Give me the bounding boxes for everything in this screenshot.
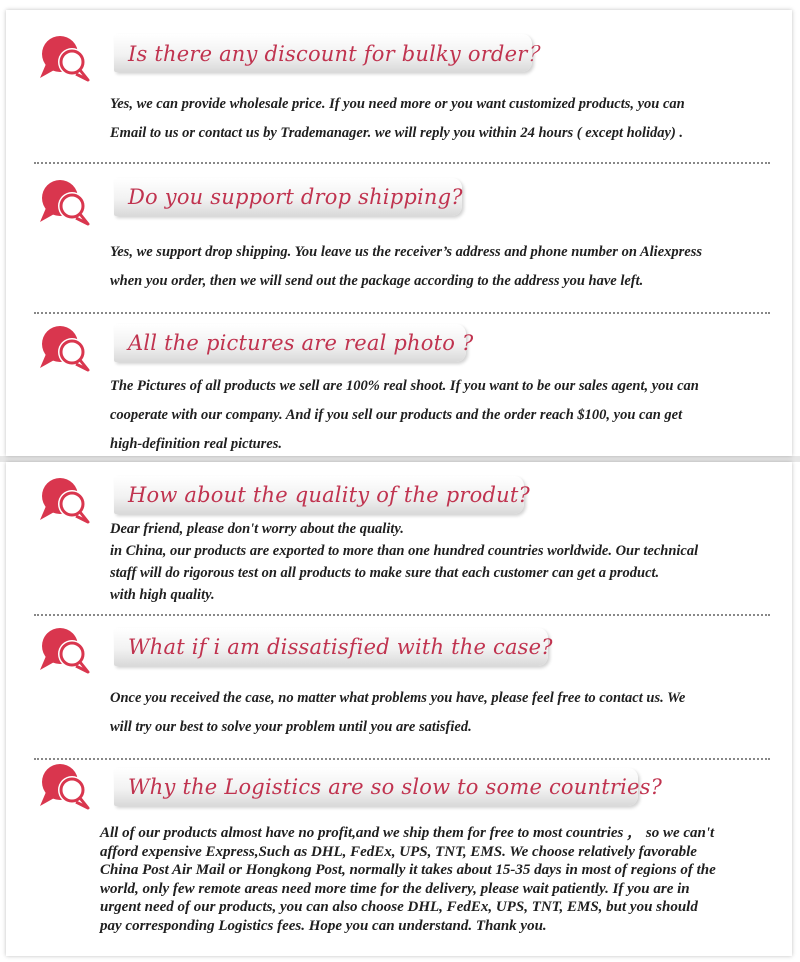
speech-bubbles-icon [36,626,94,678]
answer-text [110,238,702,296]
answer-line: when you order, then we will send out the package according to the address you have left. [110,273,644,289]
dotted-divider [34,162,770,164]
speech-bubbles-icon [36,34,94,86]
answer-line: world, only few remote areas need more time for the delivery, please wait patiently. If you are in [100,880,690,897]
dotted-divider [34,758,770,760]
answer-line: afford expensive Express,Such as DHL, FedEx, UPS, TNT, EMS. We choose relatively favorable [100,843,697,860]
faq-panel-bottom [6,462,792,956]
answer-line: Email to us or contact us by Trademanager. we will reply you within 24 hours ( except holiday) . [110,125,684,141]
answer-text [110,684,685,742]
answer-text [100,824,716,935]
answer-line: will try our best to solve your problem until you are satisfied. [110,719,472,735]
question-title: All the pictures are real photo ? [128,331,474,355]
answer-line: Once you received the case, no matter what problems you have, please feel free to contact us. We [110,690,686,706]
answer-line: Dear friend, please don't worry about the quality. [110,521,404,537]
question-title: How about the quality of the produt? [128,483,530,507]
question-title-bar [114,476,530,514]
answer-line: All of our products almost have no profit,and we ship them for free to most countries ， so we can't [100,825,715,841]
answer-line: China Post Air Mail or Hongkong Post, normally it takes about 15-35 days in most of regions of the [100,862,716,878]
dotted-divider [34,614,770,616]
answer-text [110,90,685,148]
question-title-bar [114,324,474,362]
question-title-bar [114,34,549,72]
answer-line: Yes, we can provide wholesale price. If you need more or you want customized products, you can [110,96,685,112]
speech-bubbles-icon [36,762,94,814]
answer-text [110,518,698,606]
dotted-divider [34,312,770,314]
answer-line: Yes, we support drop shipping. You leave us the receiver’s address and phone number on Aliexpress [110,244,702,260]
question-title: Do you support drop shipping? [128,185,463,209]
speech-bubbles-icon [36,476,94,528]
question-title: Is there any discount for bulky order？ [128,42,549,66]
question-title: What if i am dissatisfied with the case? [128,635,553,659]
answer-line: with high quality. [110,587,215,603]
answer-line: staff will do rigorous test on all products to make sure that each customer can get a product. [110,565,660,581]
question-title-bar [114,628,553,666]
answer-line: urgent need of our products, you can also choose DHL, FedEx, UPS, TNT, EMS, but you should [100,899,698,915]
speech-bubbles-icon [36,324,94,376]
answer-line: The Pictures of all products we sell are 100% real shoot. If you want to be our sales agent, you can [110,378,699,394]
question-title-bar [114,178,462,216]
speech-bubbles-icon [36,178,94,230]
answer-line: pay corresponding Logistics fees. Hope you can understand. Thank you. [100,917,547,934]
faq-panel-top [6,10,792,456]
answer-line: in China, our products are exported to more than one hundred countries worldwide. Our technical [110,543,699,559]
answer-text [110,372,699,459]
answer-line: cooperate with our company. And if you sell our products and the order reach $100, you can get [110,407,683,423]
answer-line: high-definition real pictures. [110,436,283,452]
question-title-bar [114,768,663,806]
question-title: Why the Logistics are so slow to some countries? [128,775,663,799]
